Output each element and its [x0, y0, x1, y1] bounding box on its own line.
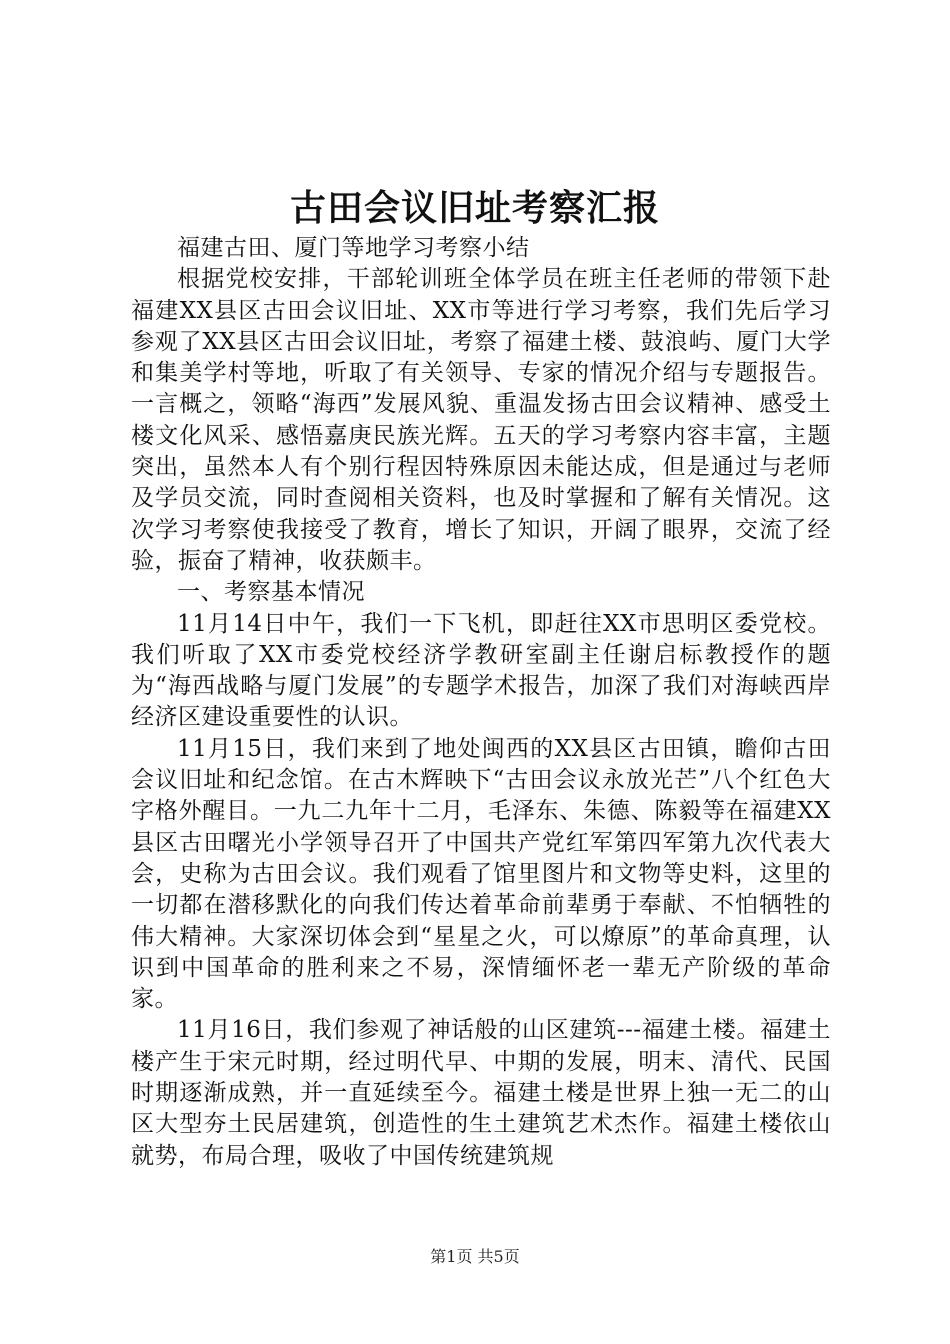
body-paragraph: 11月14日中午，我们一下飞机，即赶往XX市思明区委党校。我们听取了XX市委党校经济学教研室副主任谢启标教授作的题为“海西战略与厦门发展”的专题学术报告，加深了我们对海峡西岸经济区建设重要性的认识。: [131, 610, 831, 731]
body-paragraph: 11月15日，我们来到了地处闽西的XX县区古田镇，瞻仰古田会议旧址和纪念馆。在古木辉映下“古田会议永放光芒”八个红色大字格外醒目。一九二九年十二月，毛泽东、朱德、陈毅等在福建XX县区古田曙光小学领导召开了中国共产党红军第四军第九次代表大会，史称为古田会议。我们观看了馆里图片和文物等史料，这里的一切都在潜移默化的向我们传达着革命前辈勇于奉献、不怕牺牲的伟大精神。大家深切体会到“星星之火，可以燎原”的革命真理，认识到中国革命的胜利来之不易，深情缅怀老一辈无产阶级的革命家。: [131, 735, 831, 1013]
subtitle-paragraph: 福建古田、厦门等地学习考察小结: [177, 235, 530, 261]
intro-paragraph: 根据党校安排，干部轮训班全体学员在班主任老师的带领下赴福建XX县区古田会议旧址、XX市等进行学习考察，我们先后学习参观了XX县区古田会议旧址，考察了福建土楼、鼓浪屿、厦门大学和集美学村等地，听取了有关领导、专家的情况介绍与专题报告。一言概之，领略“海西”发展风貌、重温发扬古田会议精神、感受土楼文化风采、感悟嘉庚民族光辉。五天的学习考察内容丰富，主题突出，虽然本人有个别行程因特殊原因未能达成，但是通过与老师及学员交流，同时查阅相关资料，也及时掌握和了解有关情况。这次学习考察使我接受了教育，增长了知识，开阔了眼界，交流了经验，振奋了精神，收获颇丰。: [131, 266, 831, 574]
body-paragraph: 11月16日，我们参观了神话般的山区建筑---福建土楼。福建土楼产生于宋元时期，经过明代早、中期的发展，明末、清代、民国时期逐渐成熟，并一直延续至今。福建土楼是世界上独一无二的山区大型夯土民居建筑，创造性的生土建筑艺术杰作。福建土楼依山就势，布局合理，吸收了中国传统建筑规: [131, 1017, 831, 1169]
page-footer: 第1页 共5页: [430, 1247, 520, 1266]
document-title: 古田会议旧址考察汇报: [289, 187, 660, 229]
document-body: [131, 233, 831, 1172]
section-heading: 一、考察基本情况: [177, 579, 365, 606]
